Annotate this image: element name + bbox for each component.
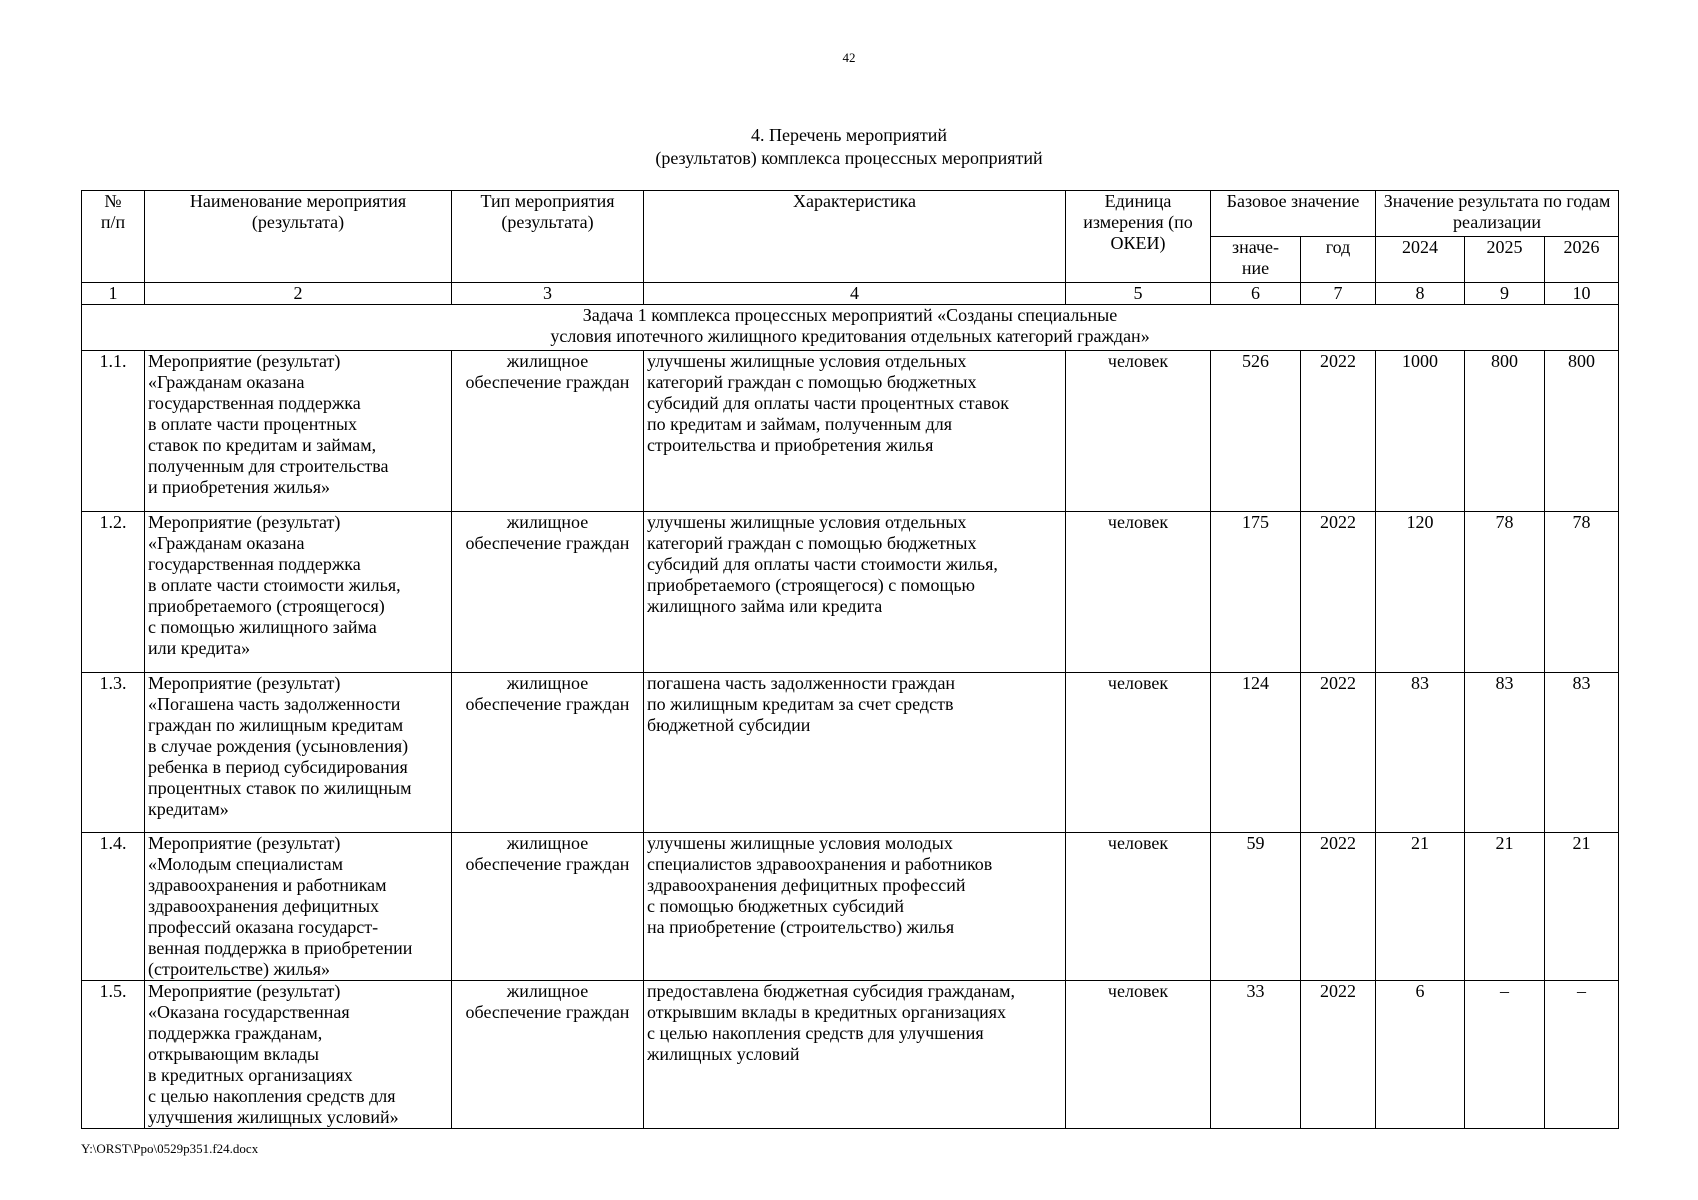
row-characteristic: улучшены жилищные условия молодых специалистов здравоохранения и работников здравоохранения дефицитных профессий с помощью бюджетных субсидий на приобретение (строительство) жилья — [644, 833, 1066, 981]
row-value-2026: 78 — [1545, 512, 1619, 673]
row-base-year: 2022 — [1301, 981, 1376, 1129]
row-value-2025: 78 — [1465, 512, 1545, 673]
row-name: Мероприятие (результат) «Молодым специалистам здравоохранения и работникам здравоохранения дефицитных профессий оказана государст- венная поддержка в приобретении (строительстве) жилья» — [145, 833, 452, 981]
row-num: 1.2. — [82, 512, 145, 673]
title-line-1: 4. Перечень мероприятий — [751, 125, 947, 145]
header-result: Значение результата по годам реализации — [1376, 191, 1619, 237]
table-row — [82, 833, 1619, 981]
row-characteristic: предоставлена бюджетная субсидия гражданам, открывшим вклады в кредитных организациях с целью накопления средств для улучшения жилищных условий — [644, 981, 1066, 1129]
row-value-2026: 21 — [1545, 833, 1619, 981]
table-row — [82, 512, 1619, 673]
row-value-2026: 83 — [1545, 673, 1619, 833]
title-line-2: (результатов) комплекса процессных мероприятий — [655, 148, 1043, 168]
measures-table — [81, 190, 1619, 1129]
header-num: № п/п — [82, 191, 145, 283]
header-year-2026: 2026 — [1545, 237, 1619, 283]
row-value-2024: 120 — [1376, 512, 1465, 673]
row-type: жилищное обеспечение граждан — [452, 351, 644, 512]
column-number: 5 — [1066, 283, 1211, 305]
row-base-year: 2022 — [1301, 512, 1376, 673]
row-unit: человек — [1066, 981, 1211, 1129]
header-characteristic: Характеристика — [644, 191, 1066, 283]
column-number: 9 — [1465, 283, 1545, 305]
row-unit: человек — [1066, 673, 1211, 833]
row-num: 1.5. — [82, 981, 145, 1129]
table-row — [82, 981, 1619, 1129]
footer-file-path: Y:\ORST\Ppo\0529p351.f24.docx — [81, 1141, 259, 1156]
header-unit: Единица измерения (по ОКЕИ) — [1066, 191, 1211, 283]
row-type: жилищное обеспечение граждан — [452, 673, 644, 833]
row-base-value: 33 — [1211, 981, 1301, 1129]
row-num: 1.4. — [82, 833, 145, 981]
table-row — [82, 351, 1619, 512]
row-value-2026: – — [1545, 981, 1619, 1129]
row-base-value: 59 — [1211, 833, 1301, 981]
column-number: 6 — [1211, 283, 1301, 305]
row-name: Мероприятие (результат) «Гражданам оказана государственная поддержка в оплате части процентных ставок по кредитам и займам, полученным для строительства и приобретения жилья» — [145, 351, 452, 512]
row-value-2025: – — [1465, 981, 1545, 1129]
task-row — [82, 305, 1619, 351]
header-year-2024: 2024 — [1376, 237, 1465, 283]
row-unit: человек — [1066, 833, 1211, 981]
row-base-value: 526 — [1211, 351, 1301, 512]
column-number: 7 — [1301, 283, 1376, 305]
header-name: Наименование мероприятия (результата) — [145, 191, 452, 283]
row-base-year: 2022 — [1301, 833, 1376, 981]
column-number: 4 — [644, 283, 1066, 305]
row-type: жилищное обеспечение граждан — [452, 981, 644, 1129]
header-base-value: значе- ние — [1211, 237, 1301, 283]
column-number: 10 — [1545, 283, 1619, 305]
row-value-2024: 1000 — [1376, 351, 1465, 512]
row-num: 1.1. — [82, 351, 145, 512]
column-numbers-row — [82, 283, 1619, 305]
row-value-2025: 83 — [1465, 673, 1545, 833]
row-value-2025: 800 — [1465, 351, 1545, 512]
column-number: 8 — [1376, 283, 1465, 305]
row-characteristic: улучшены жилищные условия отдельных категорий граждан с помощью бюджетных субсидий для оплаты части стоимости жилья, приобретаемого (строящегося) с помощью жилищного займа или кредита — [644, 512, 1066, 673]
row-type: жилищное обеспечение граждан — [452, 512, 644, 673]
row-value-2024: 6 — [1376, 981, 1465, 1129]
header-base: Базовое значение — [1211, 191, 1376, 237]
row-num: 1.3. — [82, 673, 145, 833]
row-name: Мероприятие (результат) «Оказана государственная поддержка гражданам, открывающим вклады в кредитных организациях с целью накопления средств для улучшения жилищных условий» — [145, 981, 452, 1129]
page-number: 42 — [842, 50, 856, 65]
row-unit: человек — [1066, 512, 1211, 673]
column-number: 2 — [145, 283, 452, 305]
row-characteristic: погашена часть задолженности граждан по жилищным кредитам за счет средств бюджетной субсидии — [644, 673, 1066, 833]
task-title: Задача 1 комплекса процессных мероприятий «Созданы специальные условия ипотечного жилищного кредитования отдельных категорий граждан» — [82, 305, 1619, 351]
row-type: жилищное обеспечение граждан — [452, 833, 644, 981]
row-base-year: 2022 — [1301, 673, 1376, 833]
row-value-2025: 21 — [1465, 833, 1545, 981]
column-number: 1 — [82, 283, 145, 305]
column-number: 3 — [452, 283, 644, 305]
row-name: Мероприятие (результат) «Погашена часть задолженности граждан по жилищным кредитам в случае рождения (усыновления) ребенка в период субсидирования процентных ставок по жилищным кредитам» — [145, 673, 452, 833]
row-value-2024: 83 — [1376, 673, 1465, 833]
row-base-value: 124 — [1211, 673, 1301, 833]
table-row — [82, 673, 1619, 833]
row-value-2024: 21 — [1376, 833, 1465, 981]
header-year-2025: 2025 — [1465, 237, 1545, 283]
header-type: Тип мероприятия (результата) — [452, 191, 644, 283]
row-base-year: 2022 — [1301, 351, 1376, 512]
row-base-value: 175 — [1211, 512, 1301, 673]
row-unit: человек — [1066, 351, 1211, 512]
row-value-2026: 800 — [1545, 351, 1619, 512]
row-name: Мероприятие (результат) «Гражданам оказана государственная поддержка в оплате части стоимости жилья, приобретаемого (строящегося) с помощью жилищного займа или кредита» — [145, 512, 452, 673]
document-title — [0, 124, 1698, 170]
header-base-year: год — [1301, 237, 1376, 283]
row-characteristic: улучшены жилищные условия отдельных категорий граждан с помощью бюджетных субсидий для оплаты части процентных ставок по кредитам и займам, полученным для строительства и приобретения жилья — [644, 351, 1066, 512]
